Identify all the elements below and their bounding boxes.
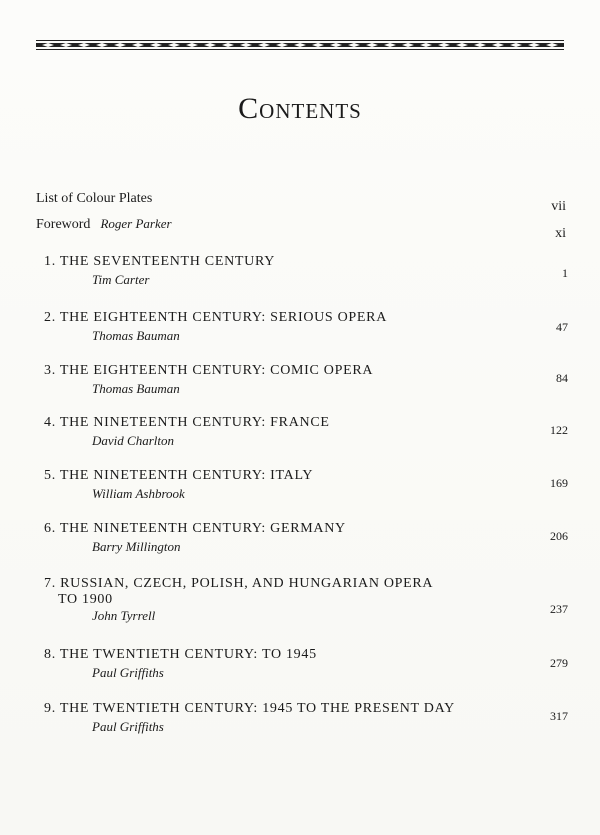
- chapter-title: THE NINETEENTH CENTURY: ITALY: [59, 468, 314, 483]
- chapter-author: Thomas Bauman: [92, 381, 180, 396]
- chapter-number: 1.: [44, 254, 56, 269]
- chapter-number: 6.: [44, 521, 56, 536]
- chapter-entry-3: [44, 363, 568, 397]
- chapter-title: THE EIGHTEENTH CENTURY: SERIOUS OPERA: [59, 310, 388, 325]
- chapter-title: THE NINETEENTH CENTURY: FRANCE: [59, 415, 330, 430]
- chapter-page: 206: [550, 529, 568, 543]
- front-matter-page: xi: [555, 226, 566, 241]
- chapter-number: 4.: [44, 415, 56, 430]
- chapter-page: 1: [562, 266, 568, 280]
- chapter-entry-4: [44, 415, 568, 449]
- chapter-number: 7.: [44, 576, 56, 591]
- chapter-title-line: [44, 576, 568, 592]
- chapter-title-line: [44, 521, 568, 537]
- chapter-page: 122: [550, 423, 568, 437]
- chapter-entry-5: [44, 468, 568, 502]
- chapter-page: 237: [550, 602, 568, 616]
- chapter-entry-9: [44, 701, 568, 735]
- front-matter-label-line: [36, 216, 172, 233]
- front-matter-label: Foreword: [36, 217, 91, 232]
- chapter-entry-1: [44, 254, 568, 288]
- chapter-title-line: [44, 254, 568, 270]
- chapter-number: 9.: [44, 701, 56, 716]
- chapter-entry-2: [44, 310, 568, 344]
- chapter-page: 317: [550, 709, 568, 723]
- chapter-page: 47: [556, 320, 568, 334]
- chapter-title: THE NINETEENTH CENTURY: GERMANY: [59, 521, 346, 536]
- chapter-author: David Charlton: [92, 433, 174, 448]
- chapter-author: Barry Millington: [92, 539, 181, 554]
- chapter-title-line: [44, 468, 568, 484]
- front-matter-foreword: [36, 216, 566, 241]
- chapter-number: 2.: [44, 310, 56, 325]
- chapter-number: 3.: [44, 363, 56, 378]
- chapter-title: THE TWENTIETH CENTURY: TO 1945: [59, 647, 317, 662]
- chapter-title-continuation: TO 1900: [58, 592, 113, 607]
- chapter-author: William Ashbrook: [92, 486, 185, 501]
- chapter-page: 279: [550, 656, 568, 670]
- chapter-author: Tim Carter: [92, 272, 150, 287]
- page-title: Contents: [238, 92, 362, 125]
- chapter-number: 5.: [44, 468, 56, 483]
- chapter-title-line: [44, 310, 568, 326]
- chapter-author: Paul Griffiths: [92, 665, 164, 680]
- chapter-title-line: [44, 647, 568, 663]
- chapter-author: Paul Griffiths: [92, 719, 164, 734]
- chapter-author: John Tyrrell: [92, 608, 156, 623]
- chapter-title: THE EIGHTEENTH CENTURY: COMIC OPERA: [59, 363, 374, 378]
- front-matter-page: vii: [551, 199, 566, 214]
- chapter-entry-7: [44, 576, 568, 624]
- decorative-border-ornament: [36, 38, 564, 52]
- chapter-entry-6: [44, 521, 568, 555]
- chapter-title: THE SEVENTEENTH CENTURY: [59, 254, 276, 269]
- chapter-title-line: [44, 363, 568, 379]
- chapter-page: 169: [550, 476, 568, 490]
- chapter-title: RUSSIAN, CZECH, POLISH, AND HUNGARIAN OPERA: [60, 576, 434, 591]
- front-matter-colour-plates: [36, 191, 566, 214]
- chapter-number: 8.: [44, 647, 56, 662]
- chapter-title-line: [44, 415, 568, 431]
- front-matter-label: List of Colour Plates: [36, 191, 153, 206]
- chapter-title: THE TWENTIETH CENTURY: 1945 TO THE PRESENT DAY: [59, 701, 455, 716]
- front-matter-author: Roger Parker: [100, 216, 172, 231]
- chapter-entry-8: [44, 647, 568, 681]
- chapter-page: 84: [556, 371, 568, 385]
- chapter-title-line: [44, 701, 568, 717]
- chapter-author: Thomas Bauman: [92, 328, 180, 343]
